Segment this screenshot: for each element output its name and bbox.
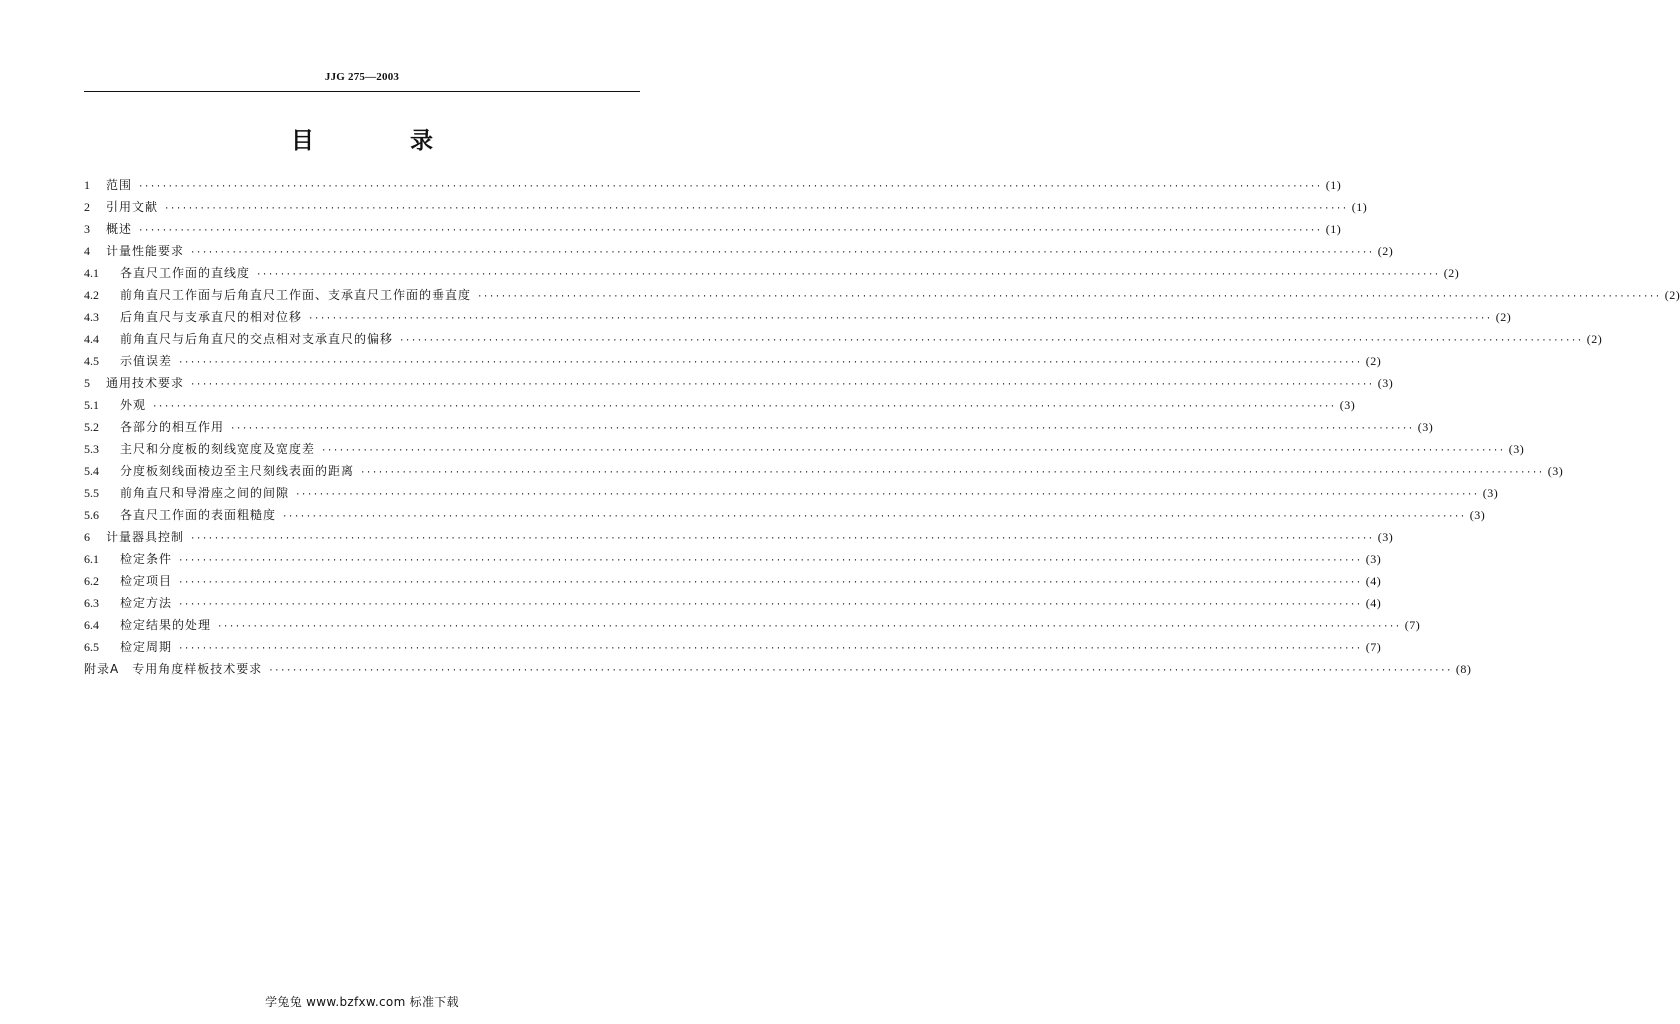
toc-entry[interactable] [84, 614, 1421, 636]
toc-dot-leader: ········································································································································································································ [178, 358, 1362, 368]
toc-entry-page: (3) [1508, 442, 1525, 456]
toc-entry[interactable] [84, 570, 1382, 592]
toc-entry-title: 检定项目 [120, 574, 173, 588]
toc-entry-title: 各直尺工作面的表面粗糙度 [120, 508, 277, 522]
toc-entry-page: (3) [1482, 486, 1499, 500]
toc-dot-leader: ········································································································································································································ [190, 534, 1374, 544]
toc-entry-page: (8) [1455, 662, 1472, 676]
toc-entry-page: (2) [1377, 244, 1394, 258]
toc-entry[interactable] [84, 526, 1394, 548]
toc-entry-title: 主尺和分度板的刻线宽度及宽度差 [120, 442, 316, 456]
toc-entry-page: (2) [1365, 354, 1382, 368]
toc-entry-title: 后角直尺与支承直尺的相对位移 [120, 310, 303, 324]
toc-entry-number: 4.1 [84, 266, 99, 280]
toc-entry-title: 计量性能要求 [106, 244, 185, 258]
toc-dot-leader: ········································································································································································································ [217, 622, 1401, 632]
toc-dot-leader: ········································································································································································································ [477, 292, 1661, 302]
toc-entry-title: 检定方法 [120, 596, 173, 610]
toc-dot-leader: ········································································································································································································ [230, 424, 1414, 434]
toc-entry-page: (3) [1417, 420, 1434, 434]
toc-entry-number: 4.5 [84, 354, 99, 368]
toc-entry-number: 6.2 [84, 574, 99, 588]
toc-entry[interactable] [84, 328, 1603, 350]
toc-entry[interactable] [84, 394, 1356, 416]
toc-entry-number: 1 [84, 178, 90, 192]
toc-entry[interactable] [84, 196, 1368, 218]
toc-entry[interactable] [84, 350, 1382, 372]
toc-entry-page: (3) [1339, 398, 1356, 412]
toc-entry-page: (1) [1351, 200, 1368, 214]
toc-entry-page: (4) [1365, 574, 1382, 588]
toc-entry-page: (2) [1495, 310, 1512, 324]
toc-dot-leader: ········································································································································································································ [178, 644, 1362, 654]
toc-entry-number: 5 [84, 376, 90, 390]
table-of-contents [84, 174, 1680, 680]
toc-entry-title: 示值误差 [120, 354, 173, 368]
toc-dot-leader: ········································································································································································································ [360, 468, 1544, 478]
toc-entry[interactable] [84, 636, 1382, 658]
toc-entry-title: 引用文献 [106, 200, 159, 214]
toc-entry-number: 6 [84, 530, 90, 544]
toc-entry-title: 前角直尺和导滑座之间的间隙 [120, 486, 290, 500]
toc-entry-page: (3) [1547, 464, 1564, 478]
toc-entry-title: 检定结果的处理 [120, 618, 212, 632]
toc-entry[interactable] [84, 174, 1342, 196]
toc-entry-title: 通用技术要求 [106, 376, 185, 390]
toc-dot-leader: ········································································································································································································ [399, 336, 1583, 346]
toc-dot-leader: ········································································································································································································ [295, 490, 1479, 500]
toc-entry-number: 6.5 [84, 640, 99, 654]
toc-entry-page: (2) [1443, 266, 1460, 280]
toc-entry-number: 4 [84, 244, 90, 258]
toc-dot-leader: ········································································································································································································ [308, 314, 1492, 324]
toc-entry[interactable] [84, 416, 1434, 438]
toc-entry-title: 检定条件 [120, 552, 173, 566]
standard-code-header: JJG 275—2003 [324, 71, 400, 83]
toc-entry[interactable] [84, 504, 1486, 526]
toc-dot-leader: ········································································································································································································ [256, 270, 1440, 280]
toc-entry[interactable] [84, 284, 1680, 306]
header-divider [84, 91, 640, 92]
toc-entry-title: 前角直尺工作面与后角直尺工作面、支承直尺工作面的垂直度 [120, 288, 472, 302]
toc-entry-title: 范围 [106, 178, 133, 192]
toc-entry-title: 检定周期 [120, 640, 173, 654]
toc-entry-title: 概述 [106, 222, 133, 236]
toc-dot-leader: ········································································································································································································ [164, 204, 1348, 214]
toc-entry-number: 4.3 [84, 310, 99, 324]
toc-entry[interactable] [84, 218, 1342, 240]
toc-dot-leader: ········································································································································································································ [190, 248, 1374, 258]
toc-entry-number: 5.1 [84, 398, 99, 412]
toc-dot-leader: ········································································································································································································ [138, 226, 1322, 236]
toc-entry-title: 附录A 专用角度样板技术要求 [84, 662, 263, 676]
toc-entry-page: (3) [1377, 376, 1394, 390]
toc-dot-leader: ········································································································································································································ [178, 578, 1362, 588]
toc-entry-number: 6.1 [84, 552, 99, 566]
toc-entry-title: 各直尺工作面的直线度 [120, 266, 251, 280]
toc-entry[interactable] [84, 548, 1382, 570]
toc-dot-leader: ········································································································································································································ [321, 446, 1505, 456]
toc-dot-leader: ········································································································································································································ [268, 666, 1452, 676]
toc-entry-number: 4.2 [84, 288, 99, 302]
toc-entry-number: 4.4 [84, 332, 99, 346]
toc-entry[interactable] [84, 372, 1394, 394]
toc-entry[interactable] [84, 482, 1499, 504]
toc-entry[interactable] [84, 306, 1512, 328]
toc-entry-page: (1) [1325, 222, 1342, 236]
toc-entry-title: 前角直尺与后角直尺的交点相对支承直尺的偏移 [120, 332, 394, 346]
footer-watermark: 学兔兔 www.bzfxw.com 标准下载 [265, 995, 459, 1009]
toc-title: 目 录 [290, 128, 477, 154]
toc-dot-leader: ········································································································································································································ [190, 380, 1374, 390]
toc-entry-number: 5.3 [84, 442, 99, 456]
toc-entry-page: (7) [1404, 618, 1421, 632]
toc-entry-number: 2 [84, 200, 90, 214]
toc-entry-page: (2) [1664, 288, 1680, 302]
toc-entry[interactable] [84, 240, 1394, 262]
toc-entry-title: 外观 [120, 398, 147, 412]
toc-entry[interactable] [84, 262, 1460, 284]
toc-entry-page: (2) [1586, 332, 1603, 346]
toc-entry-number: 5.2 [84, 420, 99, 434]
toc-entry[interactable] [84, 658, 1472, 680]
toc-entry-number: 6.3 [84, 596, 99, 610]
toc-dot-leader: ········································································································································································································ [178, 600, 1362, 610]
toc-dot-leader: ········································································································································································································ [152, 402, 1336, 412]
toc-dot-leader: ········································································································································································································ [178, 556, 1362, 566]
toc-entry-title: 计量器具控制 [106, 530, 185, 544]
toc-entry[interactable] [84, 592, 1382, 614]
toc-entry-page: (1) [1325, 178, 1342, 192]
toc-dot-leader: ········································································································································································································ [138, 182, 1322, 192]
toc-entry-title: 分度板刻线面棱边至主尺刻线表面的距离 [120, 464, 355, 478]
toc-dot-leader: ········································································································································································································ [282, 512, 1466, 522]
toc-entry-number: 3 [84, 222, 90, 236]
toc-entry-number: 5.5 [84, 486, 99, 500]
toc-entry[interactable] [84, 438, 1525, 460]
toc-entry-page: (3) [1377, 530, 1394, 544]
toc-entry[interactable] [84, 460, 1564, 482]
toc-entry-title: 各部分的相互作用 [120, 420, 225, 434]
toc-entry-number: 5.6 [84, 508, 99, 522]
toc-entry-number: 6.4 [84, 618, 99, 632]
toc-entry-page: (3) [1365, 552, 1382, 566]
toc-entry-page: (7) [1365, 640, 1382, 654]
toc-entry-page: (4) [1365, 596, 1382, 610]
toc-entry-number: 5.4 [84, 464, 99, 478]
toc-entry-page: (3) [1469, 508, 1486, 522]
